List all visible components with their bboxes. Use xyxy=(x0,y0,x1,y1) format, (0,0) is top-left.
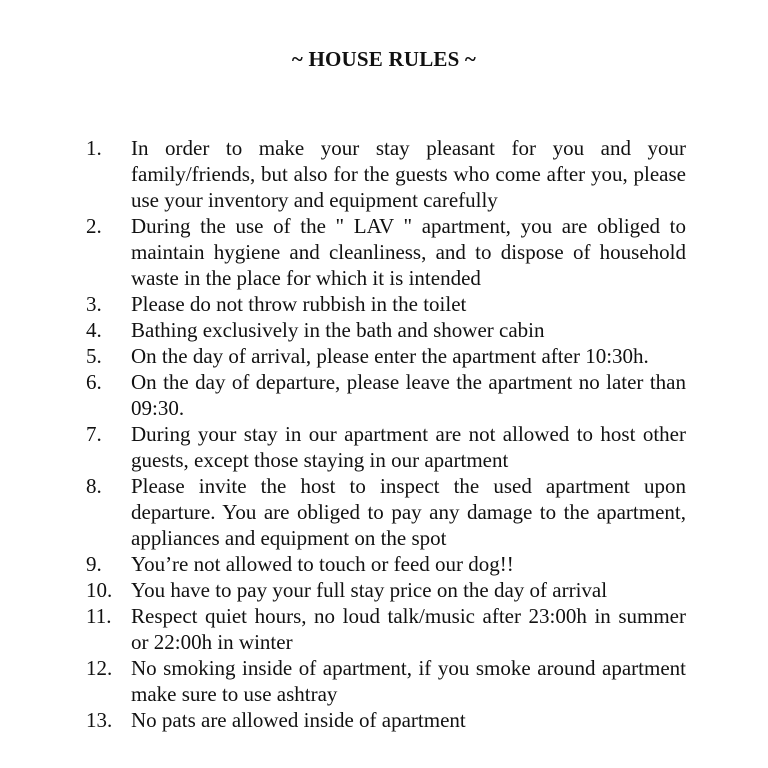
rule-item-2 xyxy=(86,213,686,291)
rule-item-8 xyxy=(86,473,686,551)
rule-number: 8. xyxy=(86,474,102,498)
rule-number: 5. xyxy=(86,344,102,368)
rule-number: 13. xyxy=(86,708,113,732)
rule-item-3 xyxy=(86,291,686,317)
rule-item-4 xyxy=(86,317,686,343)
rule-item-13 xyxy=(86,707,686,733)
rule-text: Respect quiet hours, no loud talk/music after 23:00h in summer or 22:00h in winter xyxy=(131,604,686,654)
rule-number: 4. xyxy=(86,318,102,342)
rule-text: In order to make your stay pleasant for you and your family/friends, but also for the guests who come after you, please use your inventory and equipment carefully xyxy=(131,136,686,212)
rule-number: 7. xyxy=(86,422,102,446)
rule-item-7 xyxy=(86,421,686,473)
rule-number: 2. xyxy=(86,214,102,238)
page-title: ~ HOUSE RULES ~ xyxy=(291,47,477,71)
rule-item-1 xyxy=(86,135,686,213)
rule-text: Please invite the host to inspect the used apartment upon departure. You are obliged to pay any damage to the apartment, appliances and equipment on the spot xyxy=(131,474,686,550)
rule-number: 1. xyxy=(86,136,102,160)
rule-item-12 xyxy=(86,655,686,707)
rule-text: Bathing exclusively in the bath and shower cabin xyxy=(131,318,545,342)
rule-number: 10. xyxy=(86,578,113,602)
rules-list xyxy=(86,135,686,733)
rule-text: Please do not throw rubbish in the toilet xyxy=(131,292,467,316)
rule-item-6 xyxy=(86,369,686,421)
rule-number: 6. xyxy=(86,370,102,394)
rule-number: 9. xyxy=(86,552,102,576)
rule-item-11 xyxy=(86,603,686,655)
rule-text: No smoking inside of apartment, if you smoke around apartment make sure to use ashtray xyxy=(131,656,686,706)
rule-number: 12. xyxy=(86,656,113,680)
rule-text: During your stay in our apartment are not allowed to host other guests, except those staying in our apartment xyxy=(131,422,686,472)
rule-text: You have to pay your full stay price on the day of arrival xyxy=(131,578,608,602)
rule-text: During the use of the " LAV " apartment, you are obliged to maintain hygiene and cleanliness, and to dispose of household waste in the place for which it is intended xyxy=(131,214,686,290)
rule-text: No pats are allowed inside of apartment xyxy=(131,708,466,732)
rule-item-10 xyxy=(86,577,686,603)
rule-text: You’re not allowed to touch or feed our dog!! xyxy=(131,552,514,576)
rule-item-5 xyxy=(86,343,686,369)
rule-text: On the day of departure, please leave the apartment no later than 09:30. xyxy=(131,370,686,420)
rule-text: On the day of arrival, please enter the apartment after 10:30h. xyxy=(131,344,649,368)
rule-number: 11. xyxy=(86,604,112,628)
rule-item-9 xyxy=(86,551,686,577)
rule-number: 3. xyxy=(86,292,102,316)
